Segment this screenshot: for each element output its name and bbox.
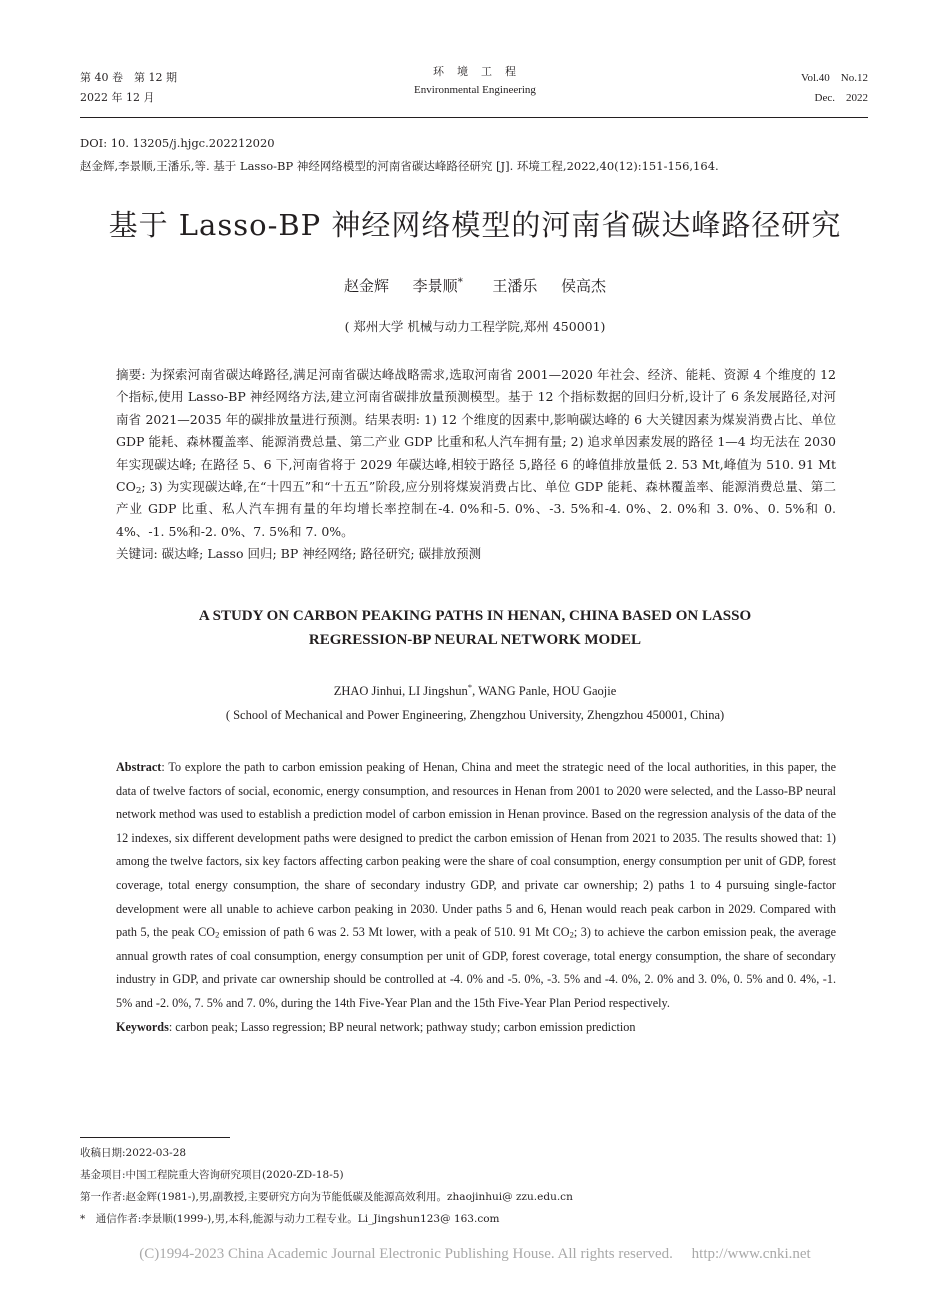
abstract-en-sub-1: 2 (215, 929, 220, 940)
abstract-cn-text-2: ; 3) 为实现碳达峰,在“十四五”和“十五五”阶段,应分别将煤炭消费占比、单位 GDP 能耗、森林覆盖率、能源消费总量、第二产业 GDP 比重、私人汽车拥有量的年均增长率控制在-4. 0%和-5. 0%、-3. 5%和-4. 0%、2. 0%和 3. 0%、0. 5%和 0. 4%、-1. 5%和-2. 0%、7. 5%和 7. 0%。 (116, 479, 836, 539)
author-4-cn: 侯高杰 (560, 277, 606, 295)
header-rule (80, 117, 868, 118)
keywords-en (116, 1016, 836, 1040)
date-en: Dec. 2022 (814, 92, 868, 104)
abstract-en (116, 756, 836, 1039)
affiliation-en: ( School of Mechanical and Power Engineering, Zhengzhou University, Zhengzhou 450001, China) (225, 708, 725, 722)
affiliation-cn: ( 郑州大学 机械与动力工程学院,郑州 450001) (344, 319, 606, 334)
copyright-notice: (C)1994-2023 China Academic Journal Electronic Publishing House. All rights reserved. http://www.cnki.net (139, 1246, 811, 1262)
date-cn: 2022 年 12 月 (80, 91, 155, 104)
keywords-cn: 关键词: 碳达峰; Lasso 回归; BP 神经网络; 路径研究; 碳排放预测 (116, 546, 482, 562)
doi: DOI: 10. 13205/j.hjgc.202212020 (80, 136, 275, 150)
abstract-cn-text-1: 摘要: 为探索河南省碳达峰路径,满足河南省碳达峰战略需求,选取河南省 2001—2020 年社会、经济、能耗、资源 4 个维度的 12 个指标,使用 Lasso-BP 神经网络方法,建立河南省碳排放量预测模型。基于 12 个指标数据的回归分析,设计了 6 条发展路径,对河南省 2021—2035 年的碳排放量进行预测。结果表明: 1) 12 个维度的因素中,影响碳达峰的 6 大关键因素为煤炭消费占比、单位 GDP 能耗、森林覆盖率、能源消费总量、第二产业 GDP 比重和私人汽车拥有量; 2) 追求单因素发展的路径 1—4 均无法在 2030 年实现碳达峰; 在路径 5、6 下,河南省将于 2029 年碳达峰,相较于路径 5,路径 6 的峰值排放量低 2. 53 Mt,峰值为 510. 91 Mt CO (116, 367, 836, 495)
authors-en (0, 681, 950, 699)
abstract-en-text-3: ; 3) to achieve the carbon emission peak, the average annual growth rates of coal consumption, energy consumption per unit of GDP, forest coverage, total energy consumption, the share of secondary industry in GDP, and private car ownership should be controlled at -4. 0% and -5. 0%, -3. 5% and -4. 0%, 2. 0% and 3. 0%, 0. 5% and 0. 4%, -1. 5% and -2. 0%, 7. 5% and 7. 0%, during the 14th Five-Year Plan and the 15th Five-Year Plan Period respectively. (116, 925, 837, 1010)
paper-title-cn: 基于 Lasso-BP 神经网络模型的河南省碳达峰路径研究 (108, 208, 842, 242)
abstract-cn-body (116, 364, 836, 543)
corresponding-mark: * (457, 276, 463, 288)
authors-en-part-1: ZHAO Jinhui, LI Jingshun (333, 684, 468, 698)
keywords-en-text: : carbon peak; Lasso regression; BP neural network; pathway study; carbon emission prediction (168, 1019, 636, 1034)
citation: 赵金辉,李景顺,王潘乐,等. 基于 Lasso-BP 神经网络模型的河南省碳达峰路径研究 [J]. 环境工程,2022,40(12):151-156,164. (80, 159, 719, 173)
volume-issue-cn: 第 40 卷 第 12 期 (80, 71, 177, 84)
footnote-fund: 基金项目:中国工程院重大咨询研究项目(2020-ZD-18-5) (80, 1169, 344, 1181)
paper-title-en-line-1: A STUDY ON CARBON PEAKING PATHS IN HENAN, CHINA BASED ON LASSO (198, 608, 752, 624)
abstract-en-sub-2: 2 (569, 929, 574, 940)
abstract-en-body (116, 756, 836, 1016)
volume-issue-en: Vol.40 No.12 (800, 72, 868, 84)
footnote-first-author: 第一作者:赵金辉(1981-),男,副教授,主要研究方向为节能低碳及能源高效利用。zhaojinhui@ zzu.edu.cn (80, 1191, 573, 1203)
abstract-cn-sub: 2 (135, 485, 142, 496)
footnote-rule (80, 1137, 230, 1138)
author-2-cn: 李景顺 (412, 277, 458, 295)
abstract-en-text-1: : To explore the path to carbon emission peaking of Henan, China and meet the strategic need of the local authorities, in this paper, the data of twelve factors of social, economic, energy consumption, and resources in Henan from 2001 to 2020 were selected, and the Lasso-BP neural network method was used to establish a prediction model of carbon emission in Henan province. Based on the regression analysis of the data of the 12 indexes, six different development paths were designed to predict the carbon emission of Henan from 2021 to 2035. The results showed that: 1) among the twelve factors, six key factors affecting carbon peaking were the share of coal consumption, energy consumption per unit of GDP, forest coverage, total energy consumption, the share of secondary industry GDP, and private car ownership; 2) paths 1 to 4 pursuing single-factor development were all unable to achieve carbon peaking in 2030. Under paths 5 and 6, Henan would reach peak carbon in 2029. Compared with path 5, the peak CO (116, 760, 836, 940)
keywords-en-label: Keywords (116, 1019, 169, 1034)
authors-en-corresponding-mark: * (467, 681, 473, 692)
abstract-en-text-2: emission of path 6 was 2. 53 Mt lower, with a peak of 510. 91 Mt CO (219, 925, 570, 940)
journal-name-cn: 环 境 工 程 (433, 65, 517, 78)
footnote-corresponding: * 通信作者:李景顺(1999-),男,本科,能源与动力工程专业。Li_Jingshun123@ 163.com (80, 1213, 500, 1225)
footnote-received: 收稿日期:2022-03-28 (80, 1147, 187, 1159)
author-3-cn: 王潘乐 (492, 277, 538, 295)
running-header-right (801, 68, 868, 108)
abstract-cn (116, 364, 836, 566)
paper-title-en-line-2: REGRESSION-BP NEURAL NETWORK MODEL (308, 632, 642, 648)
paper-title-en (0, 604, 950, 652)
journal-name-en: Environmental Engineering (414, 84, 536, 96)
authors-cn (0, 275, 950, 296)
abstract-en-label: Abstract (116, 760, 162, 774)
authors-en-part-2: , WANG Panle, HOU Gaojie (472, 684, 617, 698)
author-1-cn: 赵金辉 (344, 277, 390, 295)
